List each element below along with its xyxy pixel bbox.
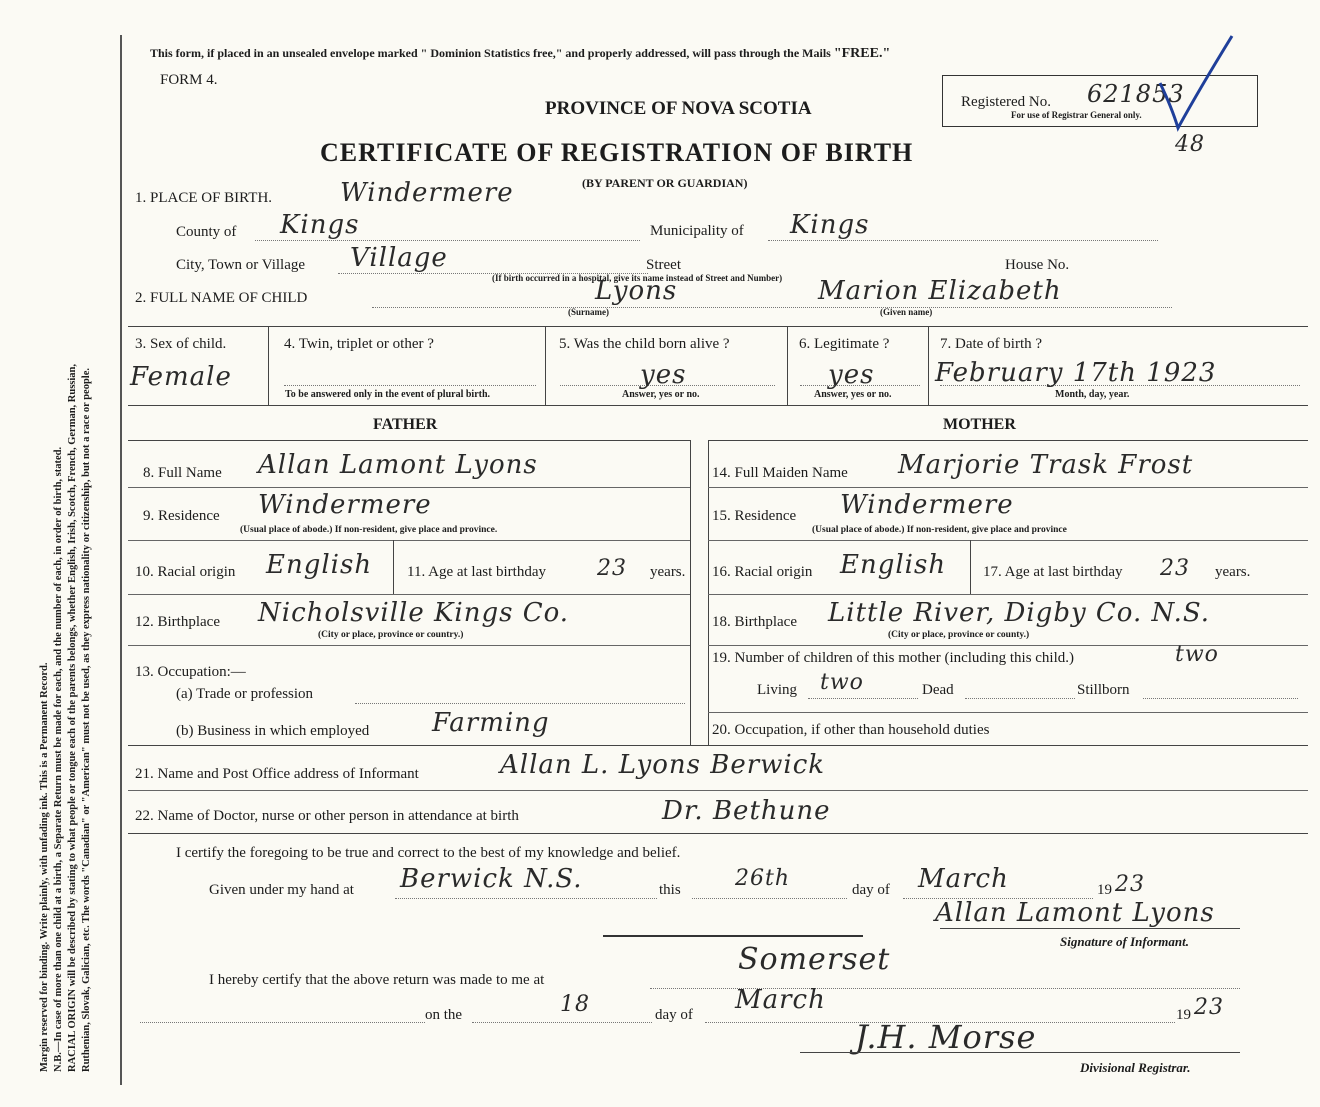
margin-instructions xyxy=(38,0,150,1072)
twin-note: To be answered only in the event of plural birth. xyxy=(285,389,491,400)
father-business-label: (b) Business in which employed xyxy=(176,723,370,739)
mother-years-label: years. xyxy=(1215,564,1251,580)
registrar-certify-text: I hereby certify that the above return was made to me at xyxy=(209,972,545,988)
father-birthplace-value: Nicholsville Kings Co. xyxy=(258,598,570,628)
mother-residence-note: (Usual place of abode.) If non-resident, give place and province xyxy=(812,525,1067,535)
signature-caption: Signature of Informant. xyxy=(1060,934,1189,949)
date-of-birth-value: February 17th 1923 xyxy=(935,358,1217,388)
registrar-day-of-label: day of xyxy=(655,1007,693,1023)
father-occupation-label: 13. Occupation:— xyxy=(135,664,246,680)
stillborn-label: Stillborn xyxy=(1077,682,1130,698)
street-label: Street xyxy=(646,257,681,273)
sex-value: Female xyxy=(130,362,232,392)
mother-racial-origin-value: English xyxy=(840,550,947,580)
on-the-label: on the xyxy=(425,1007,463,1023)
certificate-subtitle: (BY PARENT OR GUARDIAN) xyxy=(582,176,748,190)
father-name-label: 8. Full Name xyxy=(143,465,222,481)
margin-line-1: Margin reserved for binding. Write plainly, with unfading ink. This is a Permanent Record. xyxy=(39,662,50,1072)
twin-label: 4. Twin, triplet or other ? xyxy=(284,336,434,352)
child-name-label: 2. FULL NAME OF CHILD xyxy=(135,290,308,306)
informant-value: Allan L. Lyons Berwick xyxy=(500,750,826,780)
mail-notice: This form, if placed in an unsealed envelope marked " Dominion Statistics free," and properly addressed, will pass through the Mails "FREE." xyxy=(150,46,891,61)
mother-birthplace-note: (City or place, province or county.) xyxy=(888,630,1030,640)
county-value: Kings xyxy=(280,210,360,240)
divisional-registrar-caption: Divisional Registrar. xyxy=(1080,1060,1191,1075)
mother-birthplace-value: Little River, Digby Co. N.S. xyxy=(828,598,1211,628)
mother-residence-label: 15. Residence xyxy=(712,508,797,524)
binding-margin-line xyxy=(120,35,122,1085)
father-racial-origin-label: 10. Racial origin xyxy=(135,564,236,580)
living-label: Living xyxy=(757,682,797,698)
given-place-value: Berwick N.S. xyxy=(400,864,583,894)
day-of-label: day of xyxy=(852,882,890,898)
registered-label: Registered No. xyxy=(961,94,1051,110)
father-residence-label: 9. Residence xyxy=(143,508,220,524)
informant-signature: Allan Lamont Lyons xyxy=(935,898,1215,928)
mother-children-value: two xyxy=(1175,642,1219,667)
born-alive-note: Answer, yes or no. xyxy=(622,389,700,400)
father-trade-label: (a) Trade or profession xyxy=(176,686,314,702)
side-mark: 48 xyxy=(1175,132,1205,157)
registered-number: 621853 xyxy=(1087,80,1185,108)
legitimate-value: yes xyxy=(828,360,875,390)
form-number: FORM 4. xyxy=(160,72,218,88)
certificate-title: CERTIFICATE OF REGISTRATION OF BIRTH xyxy=(320,138,914,167)
given-name-caption: (Given name) xyxy=(880,307,933,317)
certify-year-value: 23 xyxy=(1115,872,1145,897)
doctor-label: 22. Name of Doctor, nurse or other person in attendance at birth xyxy=(135,808,519,824)
city-value: Village xyxy=(350,243,448,273)
place-of-birth-label: 1. PLACE OF BIRTH. xyxy=(135,190,273,206)
legitimate-label: 6. Legitimate ? xyxy=(799,336,890,352)
mother-age-label: 17. Age at last birthday xyxy=(983,564,1123,580)
mother-heading: MOTHER xyxy=(943,416,1016,433)
sex-label: 3. Sex of child. xyxy=(135,336,227,352)
registrar-signature: J.H. Morse xyxy=(855,1018,1037,1056)
registrar-day-value: 18 xyxy=(560,992,590,1017)
county-label: County of xyxy=(176,224,237,240)
child-surname: Lyons xyxy=(595,276,678,306)
father-birthplace-note: (City or place, province or country.) xyxy=(318,630,464,640)
informant-label: 21. Name and Post Office address of Informant xyxy=(135,766,419,782)
hospital-note: (If birth occurred in a hospital, give its name instead of Street and Number) xyxy=(492,273,783,283)
mother-birthplace-label: 18. Birthplace xyxy=(712,614,797,630)
date-of-birth-label: 7. Date of birth ? xyxy=(940,336,1043,352)
father-name-value: Allan Lamont Lyons xyxy=(258,450,538,480)
mother-residence-value: Windermere xyxy=(840,490,1014,520)
registrar-use-note: For use of Registrar General only. xyxy=(1011,110,1142,120)
house-number-label: House No. xyxy=(1005,257,1070,273)
registrar-year-value: 23 xyxy=(1194,995,1224,1020)
mother-racial-origin-label: 16. Racial origin xyxy=(712,564,813,580)
city-label: City, Town or Village xyxy=(176,257,306,273)
father-age-value: 23 xyxy=(597,556,627,581)
mother-name-value: Marjorie Trask Frost xyxy=(898,450,1194,480)
mother-children-label: 19. Number of children of this mother (including this child.) xyxy=(712,650,1075,666)
surname-caption: (Surname) xyxy=(568,307,609,317)
province-heading: PROVINCE OF NOVA SCOTIA xyxy=(545,98,812,119)
municipality-label: Municipality of xyxy=(650,223,744,239)
legitimate-note: Answer, yes or no. xyxy=(814,389,892,400)
father-years-label: years. xyxy=(650,564,686,580)
this-label: this xyxy=(659,882,681,898)
certify-year-prefix: 19 xyxy=(1097,882,1112,898)
mother-occupation-label: 20. Occupation, if other than household duties xyxy=(712,722,990,738)
child-given-name: Marion Elizabeth xyxy=(818,276,1062,306)
municipality-value: Kings xyxy=(790,210,870,240)
date-of-birth-note: Month, day, year. xyxy=(1055,389,1130,400)
doctor-value: Dr. Bethune xyxy=(662,796,831,826)
margin-line-3: RACIAL ORIGIN will be described by stating to what people or tongue each of the parents belongs, whether English, Irish, Scotch, French, German, Russian, xyxy=(67,363,78,1072)
registrar-place-value: Somerset xyxy=(738,942,891,977)
dead-label: Dead xyxy=(922,682,954,698)
born-alive-label: 5. Was the child born alive ? xyxy=(559,336,730,352)
certify-month-value: March xyxy=(918,864,1009,894)
margin-line-4: Ruthenian, Slovak, Galician, etc. The words "Canadian" or "American" must not be used, as they express nationality or citizenship, but not a race or people. xyxy=(81,367,92,1072)
father-racial-origin-value: English xyxy=(266,550,373,580)
father-residence-note: (Usual place of abode.) If non-resident, give place and province. xyxy=(240,525,498,535)
given-under-hand-label: Given under my hand at xyxy=(209,882,354,898)
father-birthplace-label: 12. Birthplace xyxy=(135,614,220,630)
certify-day-value: 26th xyxy=(735,866,791,891)
mother-name-label: 14. Full Maiden Name xyxy=(712,465,848,481)
certify-text: I certify the foregoing to be true and correct to the best of my knowledge and belief. xyxy=(176,845,681,861)
place-of-birth-value: Windermere xyxy=(340,178,514,208)
father-business-value: Farming xyxy=(432,708,550,738)
father-heading: FATHER xyxy=(373,416,438,433)
registrar-year-prefix: 19 xyxy=(1176,1007,1191,1023)
father-age-label: 11. Age at last birthday xyxy=(407,564,546,580)
margin-line-2: N.B.—In case of more than one child at a birth, a Separate Return must be made for each, and the number of each, in order of birth, stated. xyxy=(53,446,64,1072)
father-residence-value: Windermere xyxy=(258,490,432,520)
living-value: two xyxy=(820,670,864,695)
check-mark-icon xyxy=(1150,28,1240,138)
mother-age-value: 23 xyxy=(1160,556,1190,581)
registrar-month-value: March xyxy=(735,985,826,1015)
born-alive-value: yes xyxy=(640,360,687,390)
